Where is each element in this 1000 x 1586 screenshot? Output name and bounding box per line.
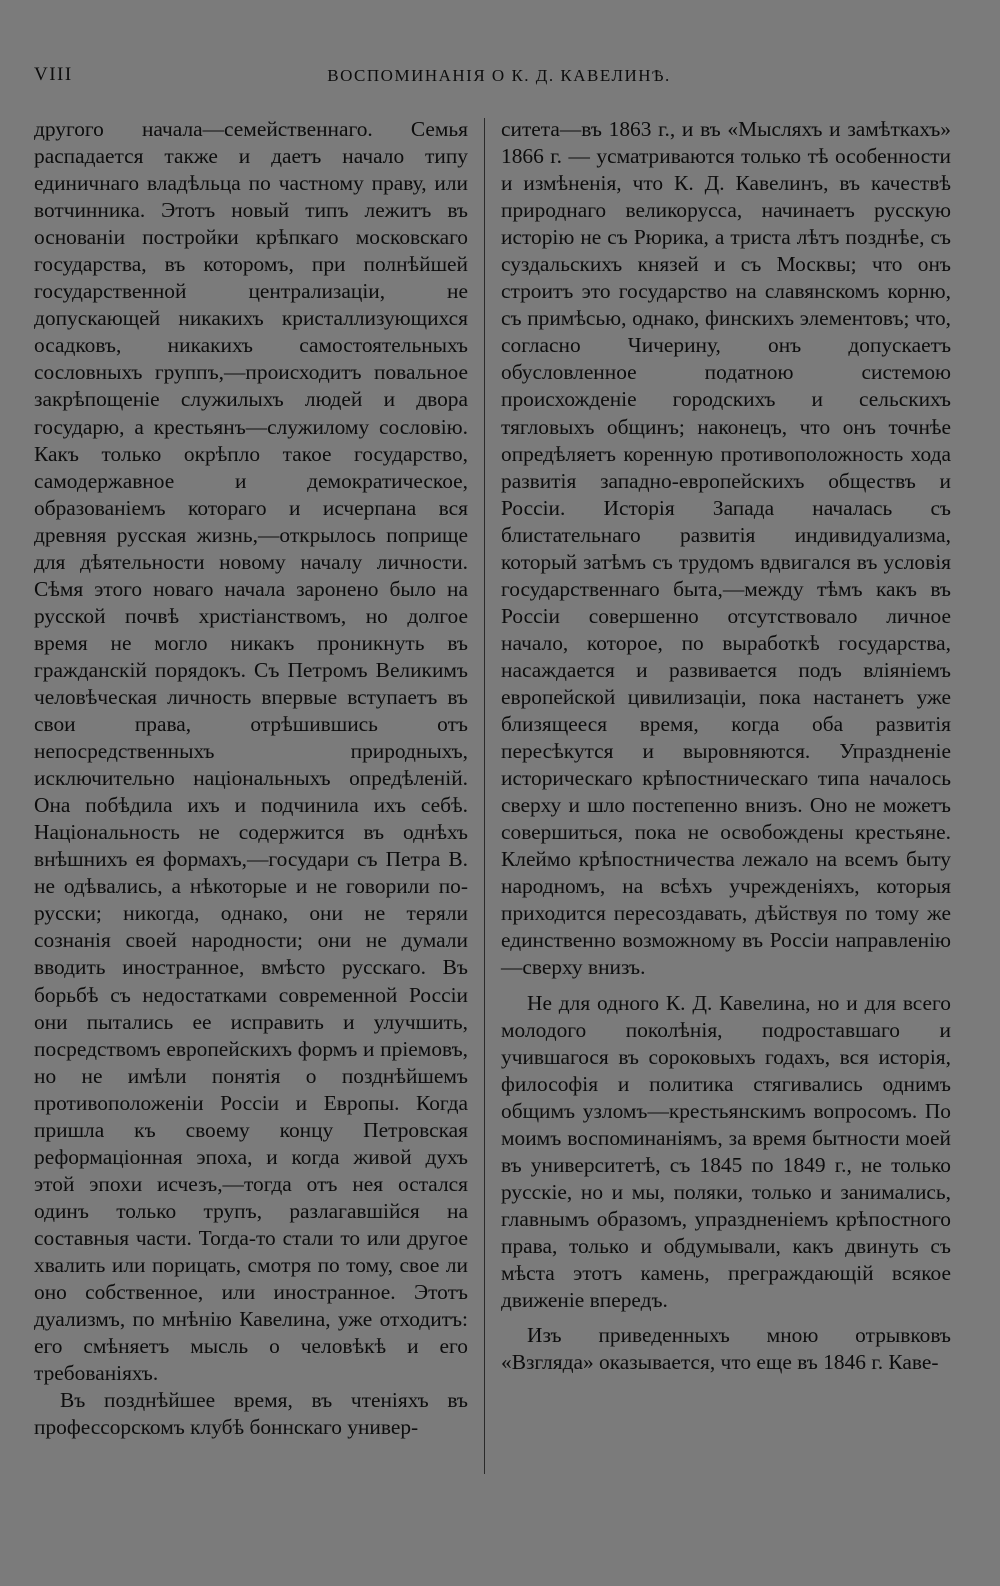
paragraph: Изъ приведенныхъ мною отрывковъ «Взгляда» оказывается, что еще въ 1846 г. Каве- — [501, 1323, 951, 1375]
left-column — [34, 116, 468, 1441]
running-title: ВОСПОМИНАНІЯ О К. Д. КАВЕЛИНѢ. — [327, 66, 671, 85]
paragraph: Въ позднѣйшее время, въ чтеніяхъ въ профессорскомъ клубѣ боннскаго универ- — [34, 1388, 468, 1440]
paragraph: Не для одного К. Д. Кавелина, но и для всего молодого поколѣнія, подроставшаго и учившагося въ сороковыхъ годахъ, вся исторія, философія и политика стягивались однимъ общимъ узломъ—крестьянскимъ вопросомъ. По моимъ воспоминаніямъ, за время бытности моей въ университетѣ, съ 1845 по 1849 г., не только русскіе, но и мы, поляки, только и занимались, главнымъ образомъ, упраздненіемъ крѣпостного права, только и обдумывали, какъ двинуть съ мѣста этотъ камень, преграждающій всякое движеніе впередъ. — [501, 990, 951, 1313]
right-column — [501, 116, 951, 1376]
running-header — [34, 64, 964, 92]
column-divider — [484, 118, 485, 1474]
paragraph: ситета—въ 1863 г., и въ «Мысляхъ и замѣткахъ» 1866 г. — усматриваются только тѣ особенности и измѣненія, что К. Д. Кавелинъ, въ качествѣ природнаго великорусса, начинаетъ русскую исторію не съ Рюрика, а триста лѣтъ позднѣе, съ суздальскихъ князей и съ Москвы; что онъ строитъ это государство на славянскомъ корню, съ примѣсью, однако, финскихъ элементовъ; что, согласно Чичерину, онъ допускаетъ обусловленное податною системою происхожденіе городскихъ и сельскихъ тягловыхъ общинъ; наконецъ, что онъ точнѣе опредѣляетъ коренную противоположность хода развитія западно-европейскихъ обществъ и Россіи. Исторія Запада началась съ блистательнаго развитія индивидуализма, который затѣмъ съ трудомъ вдвигался въ условія государственнаго быта,—между тѣмъ какъ въ Россіи совершенно отсутствовало личное начало, которое, по выработкѣ государства, насаждается и развивается подъ вліяніемъ европейской цивилизаціи, пока настанетъ уже близящееся время, когда оба развитія пересѣкутся и выровняются. Упраздненіе историческаго крѣпостническаго типа началось сверху и шло постепенно внизъ. Оно не можетъ совершиться, пока не освобождены крестьяне. Клеймо крѣпостничества лежало на всемъ быту народномъ, на всѣхъ учрежденіяхъ, которыя приходится пересоздавать, дѣйствуя по тому же единственно возможному въ Россіи направленію—сверху внизъ. — [501, 117, 951, 980]
paragraph: другого начала—семейственнаго. Семья распадается также и даетъ начало типу единичнаго владѣльца по частному праву, или вотчинника. Этотъ новый типъ лежитъ въ основаніи постройки крѣпкаго московскаго государства, въ которомъ, при полнѣйшей государственной централизаціи, не допускающей никакихъ кристаллизующихся осадковъ, никакихъ самостоятельныхъ сословныхъ группъ,—происходитъ повальное закрѣпощеніе служилыхъ людей и двора государю, а крестьянъ—служилому сословію. Какъ только окрѣпло такое государство, самодержавное и демократическое, образованіемъ котораго и исчерпана вся древняя русская жизнь,—открылось поприще для дѣятельности новому началу личности. Сѣмя этого новаго начала заронено было на русской почвѣ христіанствомъ, но долгое время не могло никакъ проникнуть въ гражданскій порядокъ. Съ Петромъ Великимъ человѣческая личность впервые вступаетъ въ свои права, отрѣшившись отъ непосредственныхъ природныхъ, исключительно національныхъ опредѣленій. Она побѣдила ихъ и подчинила ихъ себѣ. Національность не содержится въ однѣхъ внѣшнихъ ея формахъ,—государи съ Петра В. не одѣвались, а нѣкоторые и не говорили по-русски; никогда, однако, они не теряли сознанія своей народности; они не думали вводить иностранное, вмѣсто русскаго. Въ борьбѣ съ недостатками современной Россіи они пытались ее исправить и улучшить, посредствомъ европейскихъ формъ и пріемовъ, но не имѣли понятія о позднѣйшемъ противоположеніи Россіи и Европы. Когда пришла къ своему концу Петровская реформаціонная эпоха, и когда живой духъ этой эпохи исчезъ,—тогда отъ нея остался одинъ только трупъ, разлагавшійся на составныя части. Тогда-то стали то или другое хвалить или порицать, смотря по тому, свое ли оно собственное, или иностранное. Этотъ дуализмъ, по мнѣнію Кавелина, уже отходитъ: его смѣняетъ мысль о человѣкѣ и его требованіяхъ. — [34, 117, 468, 1386]
page-number: VIII — [34, 64, 73, 85]
